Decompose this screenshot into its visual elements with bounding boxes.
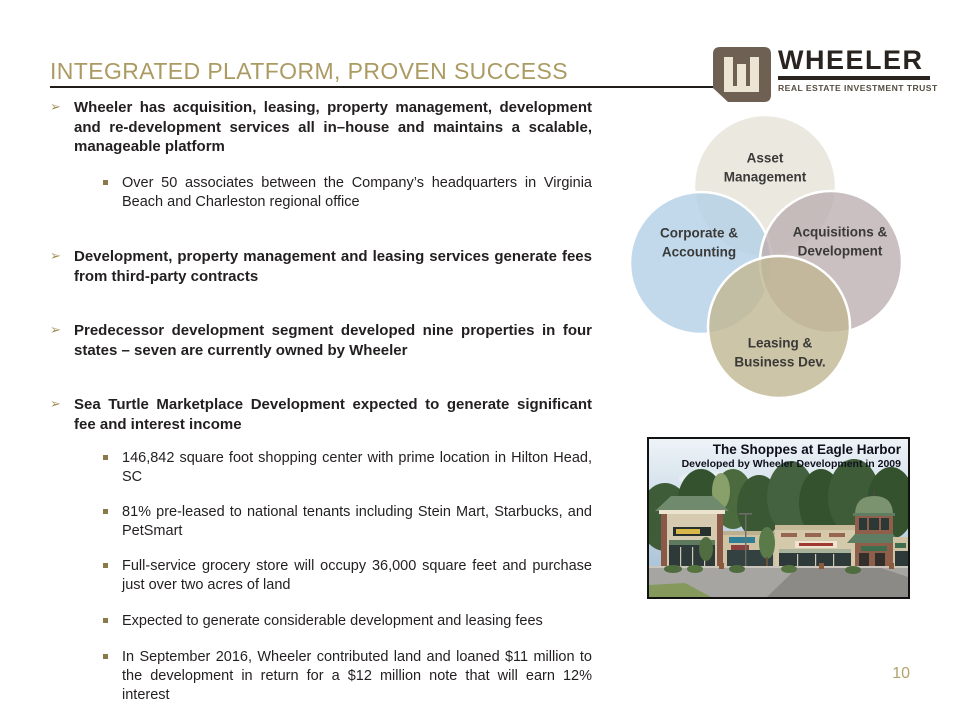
bullet-item — [50, 321, 592, 360]
logo-divider — [778, 76, 930, 80]
bullet-text: Development, property management and leasing services generate fees from third-party contracts — [74, 248, 592, 285]
chevron-bullet-icon: ➢ — [50, 323, 61, 338]
square-bullet-icon — [103, 509, 108, 514]
venn-label-leasing-business-dev: Leasing & Business Dev. — [734, 335, 826, 369]
venn-label-corporate-accounting: Corporate & Accounting — [659, 225, 738, 259]
sub-bullet-text: 146,842 square foot shopping center with prime location in Hilton Head, SC — [122, 450, 592, 485]
title-underline — [50, 86, 713, 88]
chevron-bullet-icon: ➢ — [50, 397, 61, 412]
sub-bullet-item — [100, 174, 642, 212]
logo-text — [778, 45, 938, 93]
wheeler-monogram-icon — [713, 47, 771, 102]
sub-bullet-text: Over 50 associates between the Company’s headquarters in Virginia Beach and Charleston regional office — [122, 175, 592, 210]
services-venn-diagram — [622, 108, 942, 408]
sub-bullet-item — [100, 449, 642, 487]
page-number: 10 — [892, 665, 910, 682]
logo-tagline: REAL ESTATE INVESTMENT TRUST — [778, 83, 938, 93]
photo-caption-title: The Shoppes at Eagle Harbor — [712, 442, 901, 457]
sub-bullet-item — [100, 648, 642, 705]
property-photo — [647, 437, 910, 599]
bullet-item — [50, 98, 592, 157]
bullet-item — [50, 247, 592, 286]
square-bullet-icon — [103, 455, 108, 460]
photo-caption — [653, 441, 901, 471]
chevron-bullet-icon: ➢ — [50, 100, 61, 115]
square-bullet-icon — [103, 180, 108, 185]
sub-bullet-text: Full-service grocery store will occupy 36,000 square feet and purchase just over two acres of land — [122, 558, 592, 593]
chevron-bullet-icon: ➢ — [50, 249, 61, 264]
sub-bullet-text: 81% pre-leased to national tenants including Stein Mart, Starbucks, and PetSmart — [122, 504, 592, 539]
venn-label-asset-management: Asset Management — [723, 150, 807, 184]
bullet-text: Predecessor development segment developed nine properties in four states – seven are currently owned by Wheeler — [74, 322, 592, 359]
sub-bullet-text: In September 2016, Wheeler contributed land and loaned $11 million to the development in return for a $12 million note that will earn 12% interest — [122, 649, 592, 703]
venn-label-acquisitions-development: Acquisitions & Development — [792, 224, 888, 258]
bullet-text: Wheeler has acquisition, leasing, property management, development and re-development services all in–house and maintains a scalable, manageable platform — [74, 99, 592, 155]
bullet-item — [50, 395, 592, 434]
sub-bullet-text: Expected to generate considerable development and leasing fees — [122, 613, 543, 629]
square-bullet-icon — [103, 563, 108, 568]
sub-bullet-item — [100, 557, 642, 595]
photo-caption-subtitle: Developed by Wheeler Development in 2009 — [681, 458, 901, 470]
square-bullet-icon — [103, 654, 108, 659]
page-title: INTEGRATED PLATFORM, PROVEN SUCCESS — [50, 58, 568, 84]
sub-bullet-item — [100, 612, 642, 631]
bullet-text: Sea Turtle Marketplace Development expected to generate significant fee and interest income — [74, 396, 592, 433]
square-bullet-icon — [103, 618, 108, 623]
wheeler-logo — [713, 45, 938, 102]
sub-bullet-item — [100, 503, 642, 541]
logo-brand: WHEELER — [778, 45, 924, 75]
